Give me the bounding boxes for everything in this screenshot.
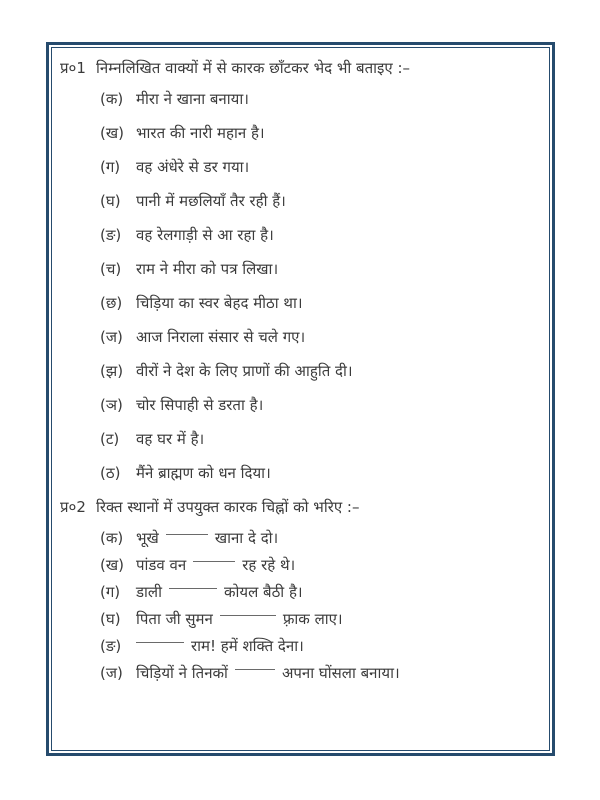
sentence-item xyxy=(100,326,541,348)
item-label: (ख) xyxy=(100,556,124,574)
question-1-heading-row xyxy=(60,57,541,79)
question-2-block xyxy=(60,496,541,684)
fill-blank-item xyxy=(100,608,541,630)
question-2-title: रिक्त स्थानों में उपयुक्त कारक चिह्नों को भरिए :– xyxy=(96,498,360,516)
text-before-blank: भूखे xyxy=(136,529,159,547)
blank-line xyxy=(166,534,208,535)
item-label: (ज) xyxy=(100,664,123,682)
item-label: (ङ) xyxy=(100,637,122,655)
blank-line xyxy=(193,561,235,562)
fill-blank-item xyxy=(100,554,541,576)
item-sentence xyxy=(136,635,541,657)
question-1-title: निम्नलिखित वाक्यों में से कारक छाँटकर भेद भी बताइए :– xyxy=(96,59,411,77)
sentence-item xyxy=(100,156,541,178)
item-sentence: वह अंधेरे से डर गया। xyxy=(136,158,250,176)
item-sentence: पानी में मछलियाँ तैर रही हैं। xyxy=(136,192,286,210)
item-label: (च) xyxy=(100,260,122,278)
text-after-blank: फ़्राक लाए। xyxy=(282,610,343,628)
item-label: (ग) xyxy=(100,158,121,176)
text-before-blank: पिता जी सुमन xyxy=(136,610,213,628)
item-sentence: राम ने मीरा को पत्र लिखा। xyxy=(136,260,279,278)
item-sentence: भारत की नारी महान है। xyxy=(136,124,265,142)
sentence-item xyxy=(100,258,541,280)
text-before-blank: पांडव वन xyxy=(136,556,187,574)
item-label: (क) xyxy=(100,529,124,547)
sentence-item xyxy=(100,224,541,246)
item-label: (ग) xyxy=(100,583,121,601)
blank-line xyxy=(136,642,184,643)
item-label: (छ) xyxy=(100,294,123,312)
item-sentence xyxy=(136,662,541,684)
item-label: (ज) xyxy=(100,328,123,346)
item-label: (घ) xyxy=(100,610,121,628)
blank-line xyxy=(169,588,217,589)
text-before-blank: डाली xyxy=(136,583,162,601)
item-sentence: चिड़िया का स्वर बेहद मीठा था। xyxy=(136,294,303,312)
sentence-item xyxy=(100,462,541,484)
item-sentence: वह घर में है। xyxy=(136,430,205,448)
item-label: (ञ) xyxy=(100,396,123,414)
fill-blank-item xyxy=(100,635,541,657)
item-label: (ङ) xyxy=(100,226,122,244)
item-label: (क) xyxy=(100,90,124,108)
sentence-item xyxy=(100,292,541,314)
item-sentence: मीरा ने खाना बनाया। xyxy=(136,90,249,108)
item-sentence: मैंने ब्राह्मण को धन दिया। xyxy=(136,464,271,482)
item-sentence xyxy=(136,554,541,576)
blank-line xyxy=(235,669,275,670)
item-sentence xyxy=(136,608,541,630)
sentence-item xyxy=(100,428,541,450)
sentence-item xyxy=(100,190,541,212)
worksheet-frame-inner xyxy=(51,47,550,751)
text-after-blank: अपना घोंसला बनाया। xyxy=(281,664,400,682)
text-before-blank: चिड़ियों ने तिनकों xyxy=(136,664,228,682)
sentence-item xyxy=(100,122,541,144)
worksheet-frame xyxy=(46,42,555,756)
question-2-heading-row xyxy=(60,496,541,518)
blank-line xyxy=(220,615,276,616)
text-after-blank: कोयल बैठी है। xyxy=(223,583,303,601)
question-2-items-list xyxy=(60,527,541,684)
item-sentence: आज निराला संसार से चले गए। xyxy=(136,328,306,346)
item-sentence: चोर सिपाही से डरता है। xyxy=(136,396,264,414)
text-after-blank: राम! हमें शक्ति देना। xyxy=(191,637,304,655)
item-label: (झ) xyxy=(100,362,124,380)
item-sentence: वह रेलगाड़ी से आ रहा है। xyxy=(136,226,274,244)
text-after-blank: खाना दे दो। xyxy=(214,529,279,547)
question-1-items-list xyxy=(60,88,541,484)
item-sentence xyxy=(136,581,541,603)
item-label: (ख) xyxy=(100,124,124,142)
text-after-blank: रह रहे थे। xyxy=(242,556,296,574)
question-2-number: प्र०2 xyxy=(60,498,86,516)
fill-blank-item xyxy=(100,581,541,603)
question-1-number: प्र०1 xyxy=(60,59,86,77)
item-sentence: वीरों ने देश के लिए प्राणों की आहुति दी। xyxy=(136,362,353,380)
sentence-item xyxy=(100,360,541,382)
sentence-item xyxy=(100,88,541,110)
sentence-item xyxy=(100,394,541,416)
item-label: (घ) xyxy=(100,192,121,210)
fill-blank-item xyxy=(100,527,541,549)
item-label: (ठ) xyxy=(100,464,121,482)
question-1-block xyxy=(60,57,541,484)
fill-blank-item xyxy=(100,662,541,684)
item-label: (ट) xyxy=(100,430,120,448)
item-sentence xyxy=(136,527,541,549)
